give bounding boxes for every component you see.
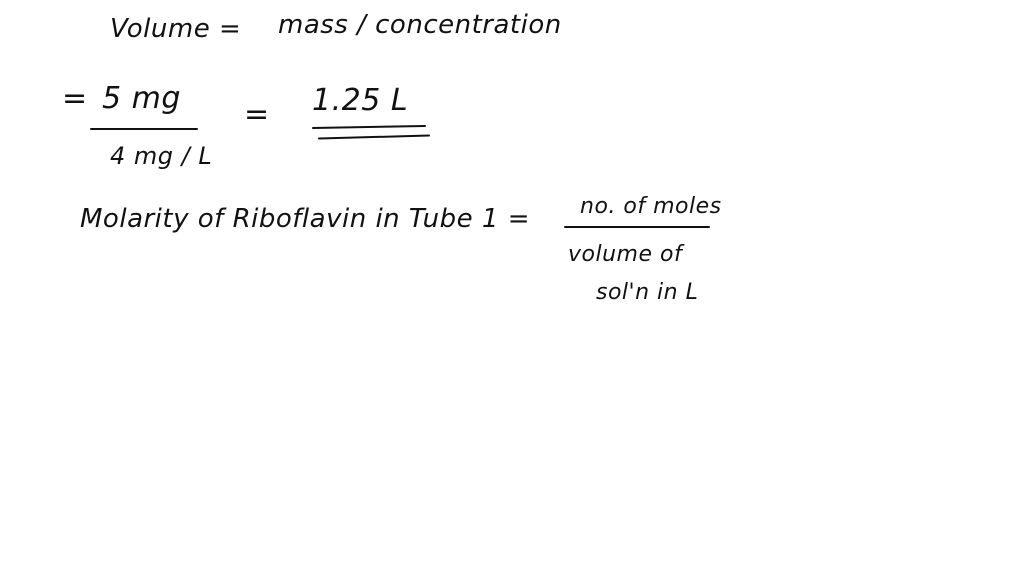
fraction-denominator: 4 mg / L xyxy=(110,142,213,170)
equals-sign: = xyxy=(244,97,270,132)
molarity-label: Molarity of Riboflavin in Tube 1 = xyxy=(80,204,531,234)
result-underline-1 xyxy=(312,125,426,129)
volume-formula: mass / concentration xyxy=(278,10,562,40)
result-underline-2 xyxy=(318,135,430,140)
volume-label: Volume = xyxy=(110,14,242,44)
result-value: 1.25 L xyxy=(312,83,409,118)
equals-prefix: = xyxy=(62,81,88,116)
molarity-numerator: no. of moles xyxy=(580,194,722,219)
fraction-bar xyxy=(90,128,198,130)
molarity-denominator-line2: sol'n in L xyxy=(596,280,699,305)
molarity-fraction-bar xyxy=(564,226,710,228)
fraction-numerator: 5 mg xyxy=(102,81,181,116)
molarity-denominator-line1: volume of xyxy=(568,242,683,267)
